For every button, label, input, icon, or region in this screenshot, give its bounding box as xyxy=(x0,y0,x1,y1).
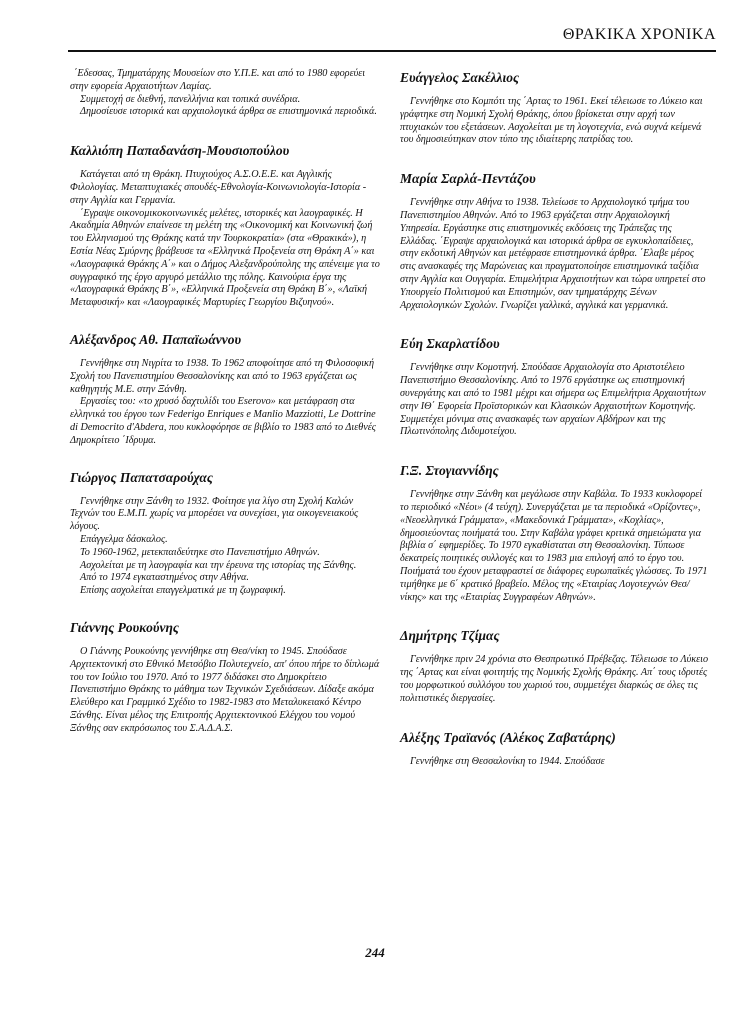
biography-entry xyxy=(400,70,710,147)
paragraph: Ο Γιάννης Ρουκούνης γεννήθηκε στη Θεσ/νίκη το 1945. Σπούδασε Αρχιτεκτονική στο Εθνικό Μετσόβιο Πολυτεχνείο, απ' όπου πήρε το δίπλωμά του τον Ιούλιο του 1970. Από το 1977 διδάσκει στο Δημοκρίτειο Πανεπιστήμιο Θράκης το μάθημα των Τεχνικών Σχεδιάσεων. Δίδαξε ακόμα Ελεύθερο και Γραμμικό Σχέδιο το 1982-1983 στο Μεταλυκειακό Κέντρο Ξάνθης. Είναι μέλος της Επιτροπής Αρχιτεκτονικού Ελέγχου του νομού Ξάνθης σαν εκπρόσωπος του Σ.Α.Δ.Α.Σ. xyxy=(70,645,380,734)
paragraph: Το 1960-1962, μετεκπαιδεύτηκε στο Πανεπιστήμιο Αθηνών. xyxy=(80,546,320,558)
paragraph: Κατάγεται από τη Θράκη. Πτυχιούχος Α.Σ.Ο.Ε.Ε. και Αγγλικής Φιλολογίας. Μεταπτυχιακές σπουδές-Εθνολογία-Κοινωνιολογία-Ιστορία - στην Αγγλία και Γερμανία. xyxy=(70,169,367,206)
paragraph: Από το 1974 εγκαταστημένος στην Αθήνα. xyxy=(80,572,249,584)
person-name: Αλέξανδρος Αθ. Παπαϊωάννου xyxy=(70,331,242,347)
left-column xyxy=(70,68,380,735)
page-number: 244 xyxy=(365,945,385,960)
paragraph: Συμμετοχή σε διεθνή, πανελλήνια και τοπικά συνέδρια. xyxy=(80,93,301,105)
paragraph: ΄Εδεσσας, Τμηματάρχης Μουσείων στο Υ.Π.Ε. και από το 1980 εφορεύει στην εφορεία Αρχαιοτήτων Λαμίας. xyxy=(70,68,366,92)
person-name: Μαρία Σαρλά-Πεντάζου xyxy=(400,171,536,187)
paragraph: Γεννήθηκε πριν 24 χρόνια στο Θεσπρωτικό Πρέβεζας. Τέλειωσε το Λύκειο της ΄Αρτας και είναι φοιτητής της Νομικής Σχολής Θράκης. Απ΄ τους ιδρυτές του μορφωτικού συλλόγου του χωριού του, συμμετέχει διαρκώς σε όλες τις πολιτιστικές διεργασίες. xyxy=(400,654,709,704)
paragraph: Γεννήθηκε στη Θεσσαλονίκη το 1944. Σπούδασε xyxy=(410,755,605,767)
running-header xyxy=(68,24,716,52)
paragraph: Επάγγελμα δάσκαλος. xyxy=(80,533,168,545)
person-name: Καλλιόπη Παπαδανάση-Μουσιοπούλου xyxy=(70,143,290,159)
person-name: Ευάγγελος Σακέλλιος xyxy=(400,70,520,85)
person-name: Αλέξης Τραϊανός (Αλέκος Ζαβατάρης) xyxy=(400,729,616,745)
paragraph: Ασχολείται με τη λαογραφία και την έρευνα της ιστορίας της Ξάνθης. xyxy=(80,559,357,571)
person-name: Γιάννης Ρουκούνης xyxy=(70,619,179,635)
paragraph: Δημοσίευσε ιστορικά και αρχαιολογικά άρθρα σε επιστημονικά περιοδικά. xyxy=(80,106,377,118)
biography-entry xyxy=(400,336,710,439)
biography-entry xyxy=(70,332,380,448)
paragraph: Γεννήθηκε στην Αθήνα το 1938. Τελείωσε το Αρχαιολογικό τμήμα του Πανεπιστημίου Αθηνών. Από το 1963 εργάζεται στην Αρχαιολογική Υπηρεσία. Εργάστηκε στις επιστημονικές εκδόσεις της Τράπεζας της Ελλάδας. ΄Εγραψε αρχαιολογικά και ιστορικά άρθρα σε εγκυκλοπαίδειες, στην εκδοτική Αθηνών και μετέφρασε επιστημονικά άρθρα. ΄Ελαβε μέρος στις ανασκαφές της Μαρώνειας και πραγματοποίησε επιστημονικά ταξίδια στην Αγγλία και Ουγγαρία. Επιμελήτρια Αρχαιοτήτων και τώρα υπηρετεί στο Υπουργείο Πολιτισμού και Επιστημών, σαν τμηματάρχης Ξένων Αρχαιολογικών Σχολών. Γνωρίζει γαλλικά, αγγλικά και γερμανικά. xyxy=(400,197,706,311)
biography-entry xyxy=(400,171,710,312)
journal-title: ΘΡΑΚΙΚΑ ΧΡΟΝΙΚΑ xyxy=(562,26,716,43)
paragraph: Γεννήθηκε στην Ξάνθη και μεγάλωσε στην Καβάλα. Το 1933 κυκλοφορεί το περιοδικό «Νέοι» (4 τεύχη). Συνεργάζεται με τα περιοδικά «Ορίζοντες», «Νεοελληνικά Γράμματα», «Μακεδονικά Γράμματα», «Κοχλίας», δημοσιεύοντας ποιήματά του. Στην Καβάλα γράφει κριτικά σημειώματα για βιβλία σ΄ εφημερίδες. Το 1970 εγκαθίσταται στη Θεσσαλονίκη. Τύπωσε δεκατρείς ποιητικές συλλογές και το 1983 μια επιλογή από το έργο του. Ποιήματά του έχουν μεταφραστεί σε διάφορες ευρωπαϊκές γλώσσες. Το 1971 τιμήθηκε με 6΄ κρατικό βραβείο. Μέλος της «Εταιρίας Λογοτεχνών Θεσ/νίκης» και της «Εταιρίας Συγγραφέων Αθηνών». xyxy=(400,489,708,603)
paragraph: Επίσης ασχολείται επαγγελματικά με τη ζωγραφική. xyxy=(80,585,286,597)
paragraph: Εργασίες του: «το χρυσό δαχτυλίδι του Eserovo» και μετάφραση στα ελληνικά του έργου των Federigo Enriques e Manlio Mazziotti, Le Dottrine di Democrito d'Abdera, που κυκλοφόρησε σε βιβλίο το 1983 από το Διεθνές Δημοκρίτειο ΄Ιδρυμα. xyxy=(70,396,376,446)
person-name: Γ.Ξ. Στογιαννίδης xyxy=(400,463,499,479)
biography-entry xyxy=(400,730,710,769)
paragraph: Γεννήθηκε στην Ξάνθη το 1932. Φοίτησε για λίγο στη Σχολή Καλών Τεχνών του Ε.Μ.Π. χωρίς να μπορέσει να συνεχίσει, για οικογενειακούς λόγους. xyxy=(70,495,359,533)
person-name: Γιώργος Παπατσαρούχας xyxy=(70,469,213,485)
paragraph: Γεννήθηκε στην Κομοτηνή. Σπούδασε Αρχαιολογία στο Αριστοτέλειο Πανεπιστήμιο Θεσσαλονίκης. Από το 1976 εργάστηκε ως επιστημονική συνεργάτης και από το 1981 μέχρι και σήμερα ως Επιμελήτρια Αρχαιοτήτων στην ΙΘ΄ Εφορεία Προϊστορικών και Κλασικών Αρχαιοτήτων Κομοτηνής. Συμμετέχει μόνιμα στις ανασκαφές των αρχαίων Αβδήρων και της Πλωτινόπολης Διδυμοτείχου. xyxy=(400,362,706,438)
person-name: Εύη Σκαρλατίδου xyxy=(400,336,500,352)
biography-entry xyxy=(70,470,380,598)
biography-entry xyxy=(70,620,380,736)
paragraph: Γεννήθηκε στη Νιγρίτα το 1938. Το 1962 αποφοίτησε από τη Φιλοσοφική Σχολή του Πανεπιστημίου Θεσσαλονίκης και από το 1963 εργάζεται ως καθηγητής Μ.Ε. στην Ξάνθη. xyxy=(70,357,374,395)
person-name: Δημήτρης Τζίμας xyxy=(400,628,500,644)
biography-entry xyxy=(70,143,380,310)
intro-continuation xyxy=(70,68,380,119)
paragraph: Γεννήθηκε στο Κομπότι της ΄Αρτας το 1961. Εκεί τέλειωσε το Λύκειο και γράφτηκε στη Νομική Σχολή Θράκης, όπου βρίσκεται στην αρχή των πτυχιακών του εξετάσεων. Ασχολείται με τη λογοτεχνία, ενώ συχνά κείμενά του δημοσιεύτηκαν στον τύπο της ιδιαίτερης πατρίδας του. xyxy=(400,96,703,146)
right-column xyxy=(400,70,710,768)
paragraph: ΄Εγραψε οικονομικοκοινωνικές μελέτες, ιστορικές και λαογραφικές. Η Ακαδημία Αθηνών επαίνεσε τη μελέτη της «Οικονομική και Κοινωνική ζωή του Ελληνισμού της Θράκης κατά την Τουρκοκρατία» (στα «Θρακικά»), η Εστία Νέας Σμύρνης βράβευσε τα «Ελληνικά Προξενεία στη Θράκη Α΄» και «Λαογραφικά Θράκης Α΄» και ο Δήμος Αλεξανδρούπολης της απένειμε για το συγγραφικό της έργο αργυρό μετάλλιο της πόλης. Καινούρια έργα της «Λαογραφικά Θράκης Β΄», «Ελληνικά Προξενεία στη Θράκη Β΄», «Λαϊκή Μεταφυσική» και «Λαογραφικές Μαρτυρίες Γεωργίου Βιζυηνού». xyxy=(70,207,380,309)
biography-entry xyxy=(400,628,710,705)
biography-entry xyxy=(400,463,710,604)
